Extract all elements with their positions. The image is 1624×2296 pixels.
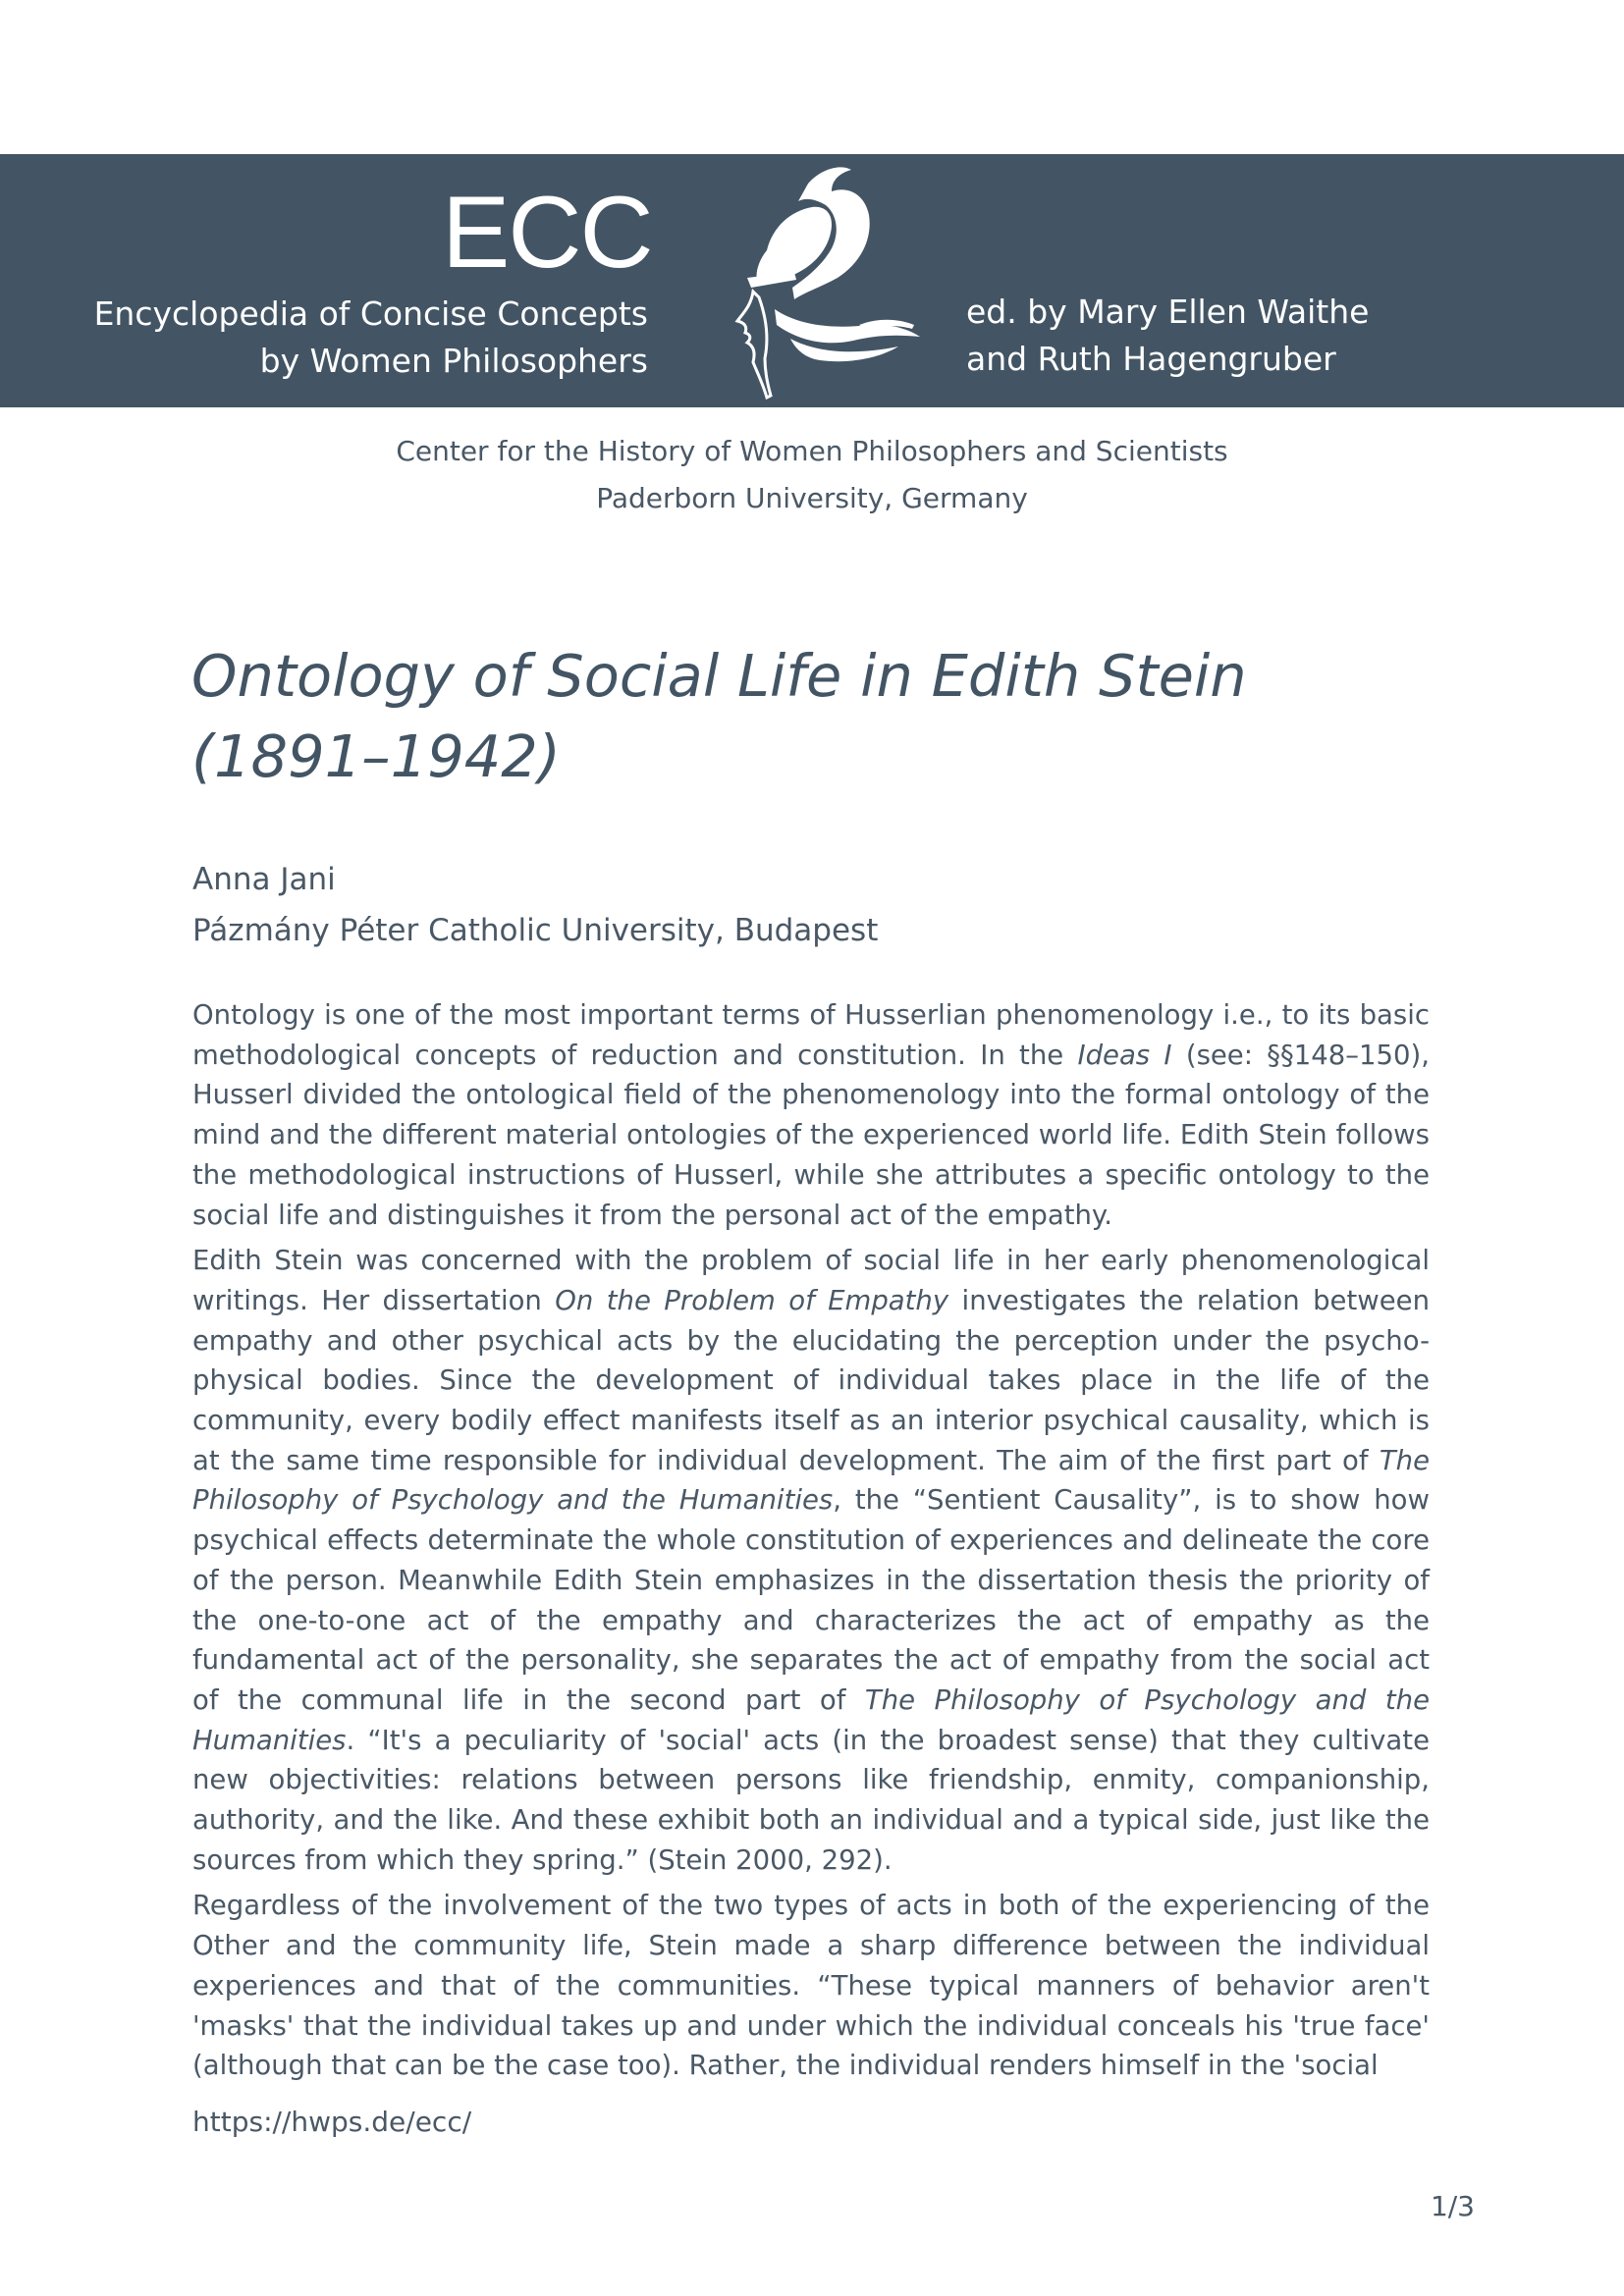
paragraph-2 (192, 1241, 1430, 1880)
editors (966, 289, 1369, 383)
text-segment-italic: On the Problem of Empathy (555, 1284, 949, 1316)
institution-location: Paderborn University, Germany (596, 482, 1028, 514)
text-segment: investigates the relation between empathy and other psychical acts by the elucidating the perception under the psycho-physical bodies. Since the development of individual takes place in the life of the community, every bodily effect manifests itself as an interior psychical causality, which is at the same time responsible for individual development. The aim of the first part of (192, 1284, 1431, 1476)
editors-line-1: ed. by Mary Ellen Waithe (966, 293, 1370, 331)
article-body (192, 995, 1430, 2092)
paragraph-3 (192, 1886, 1430, 2086)
author-affiliation: Pázmány Péter Catholic University, Budapest (192, 913, 879, 948)
article-title-line-1: Ontology of Social Life in Edith Stein (191, 642, 1247, 710)
article-title (191, 636, 1272, 797)
editors-line-2: and Ruth Hagengruber (966, 340, 1336, 378)
encyclopedia-title-line-1: Encyclopedia of Concise Concepts (93, 294, 648, 333)
institution-name: Center for the History of Women Philosophers and Scientists (396, 435, 1228, 467)
text-segment-italic: The Philosophy of Psychology and the Humanities (192, 1683, 1430, 1756)
author-name: Anna Jani (192, 862, 336, 897)
text-segment: . “It's a peculiarity of 'social' acts (in the broadest sense) that they cultivate new objectivities: relations between persons like friendship, enmity, companionship, authority, and the like. And these exhibit both an individual and a typical side, just like the sources from which they spring.” (Stein 2000, 292). (192, 1724, 1430, 1876)
text-segment: Regardless of the involvement of the two types of acts in both of the experiencing of the Other and the community life, Stein made a sharp difference between the individual experiences and that of the communities. “These typical manners of behavior aren't 'masks' that the individual takes up and under which the individual conceals his 'true face' (although that can be the case too). Rather, the individual renders himself in the 'social (192, 1890, 1430, 2082)
ecc-acronym: ECC (442, 176, 652, 290)
encyclopedia-title-line-2: by Women Philosophers (259, 342, 648, 380)
encyclopedia-title (94, 291, 648, 385)
text-segment: (see: §§148–150), Husserl divided the ontological field of the phenomenology into the formal ontology of the mind and the different material ontologies of the experienced world life. Edith Stein follows the methodological instructions of Husserl, while she attributes a specific ontology to the social life and distinguishes it from the personal act of the empathy. (192, 1039, 1430, 1231)
text-segment-italic: The Philosophy of Psychology and the Humanities (192, 1444, 1430, 1517)
footer-url-link[interactable]: https://hwps.de/ecc/ (192, 2106, 472, 2138)
article-title-line-2: (1891–1942) (191, 722, 561, 790)
text-segment-italic: Ideas I (1077, 1039, 1172, 1071)
text-segment: Ontology is one of the most important terms of Husserlian phenomenology i.e., to its basic methodological concepts of reduction and constitution. In the (192, 999, 1430, 1071)
page-number: 1/3 (1430, 2190, 1475, 2222)
text-segment: , the “Sentient Causality”, is to show how psychical effects determinate the whole constitution of experiences and delineate the core of the person. Meanwhile Edith Stein emphasizes in the dissertation thesis the priority of the one-to-one act of the empathy and characterizes the act of empathy as the fundamental act of the personality, she separates the act of empathy from the social act of the communal life in the second part of (192, 1484, 1430, 1716)
text-segment: Edith Stein was concerned with the problem of social life in her early phenomenological writings. Her dissertation (192, 1245, 1430, 1316)
athena-helmet-profile-icon (712, 162, 928, 407)
paragraph-1 (192, 995, 1430, 1235)
institution-info (0, 428, 1624, 522)
